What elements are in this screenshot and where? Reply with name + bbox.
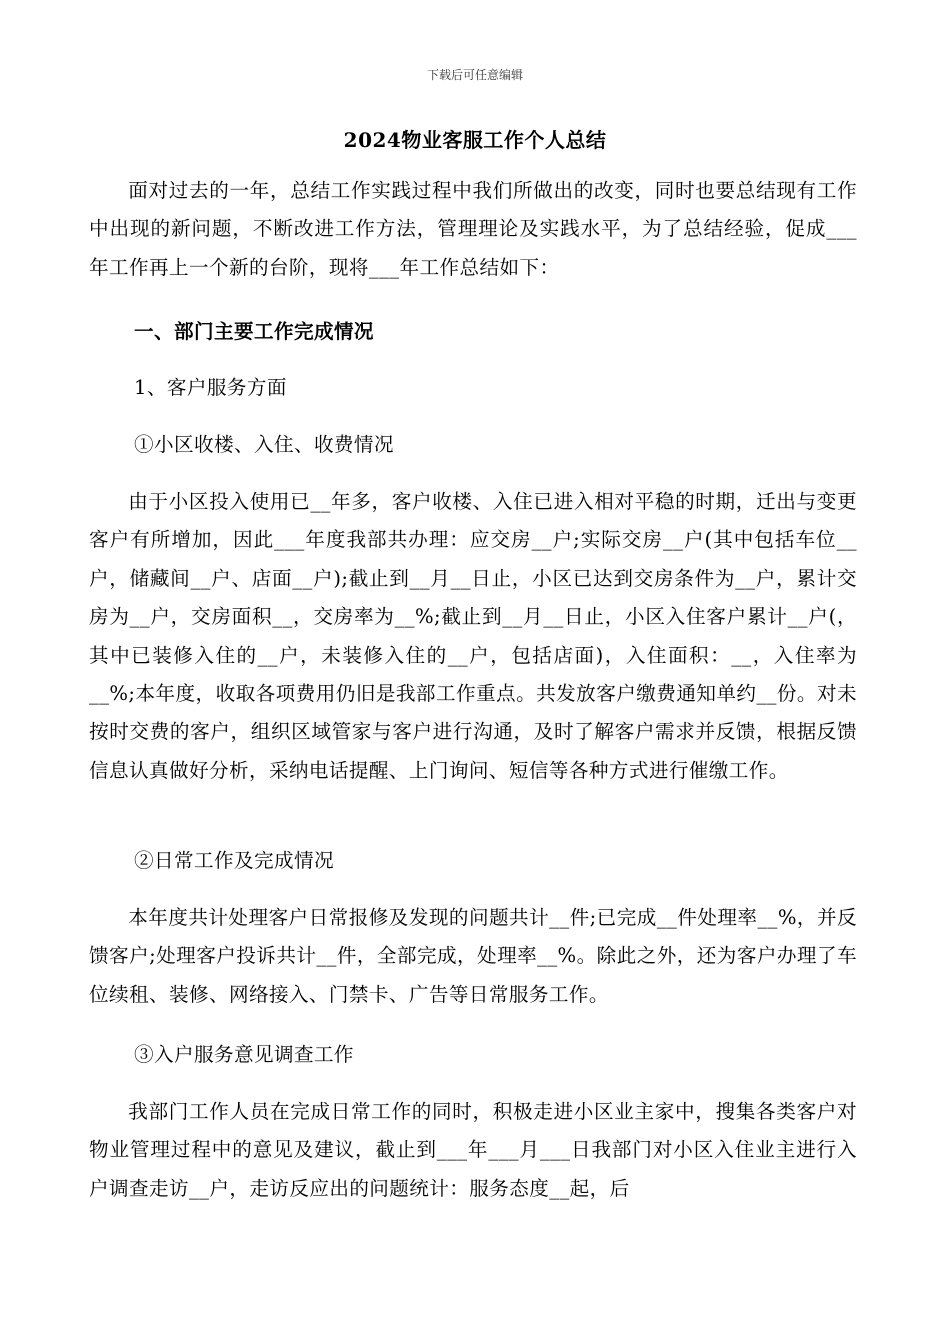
subsection-heading: 1、客户服务方面 [134, 376, 287, 399]
header-note: 下载后可任意编辑 [426, 68, 523, 82]
item-heading-3: ③入户服务意见调查工作 [134, 1043, 354, 1066]
document-title: 2024物业客服工作个人总结 [343, 128, 607, 152]
intro-paragraph: 面对过去的一年，总结工作实践过程中我们所做出的改变，同时也要总结现有工作中出现的新问题，不断改进工作方法，管理理论及实践水平，为了总结经验，促成___年工作再上一个新的台阶，现将___年工作总结如下： [89, 179, 857, 279]
item-heading-2: ②日常工作及完成情况 [134, 849, 334, 872]
item-body-1: 由于小区投入使用已__年多，客户收楼、入住已进入相对平稳的时期，迁出与变更客户有所增加，因此___年度我部共办理：应交房__户;实际交房__户(其中包括车位__户，储藏间__户、店面__户);截止到__月__日止，小区已达到交房条件为__户，累计交房为__户，交房面积__，交房率为__%;截止到__月__日止，小区入住客户累计__户(，其中已装修入住的__户，未装修入住的__户，包括店面)，入住面积：__，入住率为__%;本年度，收取各项费用仍旧是我部工作重点。共发放客户缴费通知单约__份。对未按时交费的客户，组织区域管家与客户进行沟通，及时了解客户需求并反馈，根据反馈信息认真做好分析，采纳电话提醒、上门询问、短信等各种方式进行催缴工作。 [89, 490, 857, 782]
item-heading-1: ①小区收楼、入住、收费情况 [134, 433, 394, 456]
item-body-2: 本年度共计处理客户日常报修及发现的问题共计__件;已完成__件处理率__%，并反馈客户;处理客户投诉共计__件，全部完成，处理率__%。除此之外，还为客户办理了车位续租、装修、网络接入、门禁卡、广告等日常服务工作。 [89, 906, 857, 1006]
section-heading: 一、部门主要工作完成情况 [134, 320, 374, 343]
item-body-3: 我部门工作人员在完成日常工作的同时，积极走进小区业主家中，搜集各类客户对物业管理过程中的意见及建议，截止到___年___月___日我部门对小区入住业主进行入户调查走访__户，走访反应出的问题统计：服务态度__起，后 [89, 1100, 857, 1200]
